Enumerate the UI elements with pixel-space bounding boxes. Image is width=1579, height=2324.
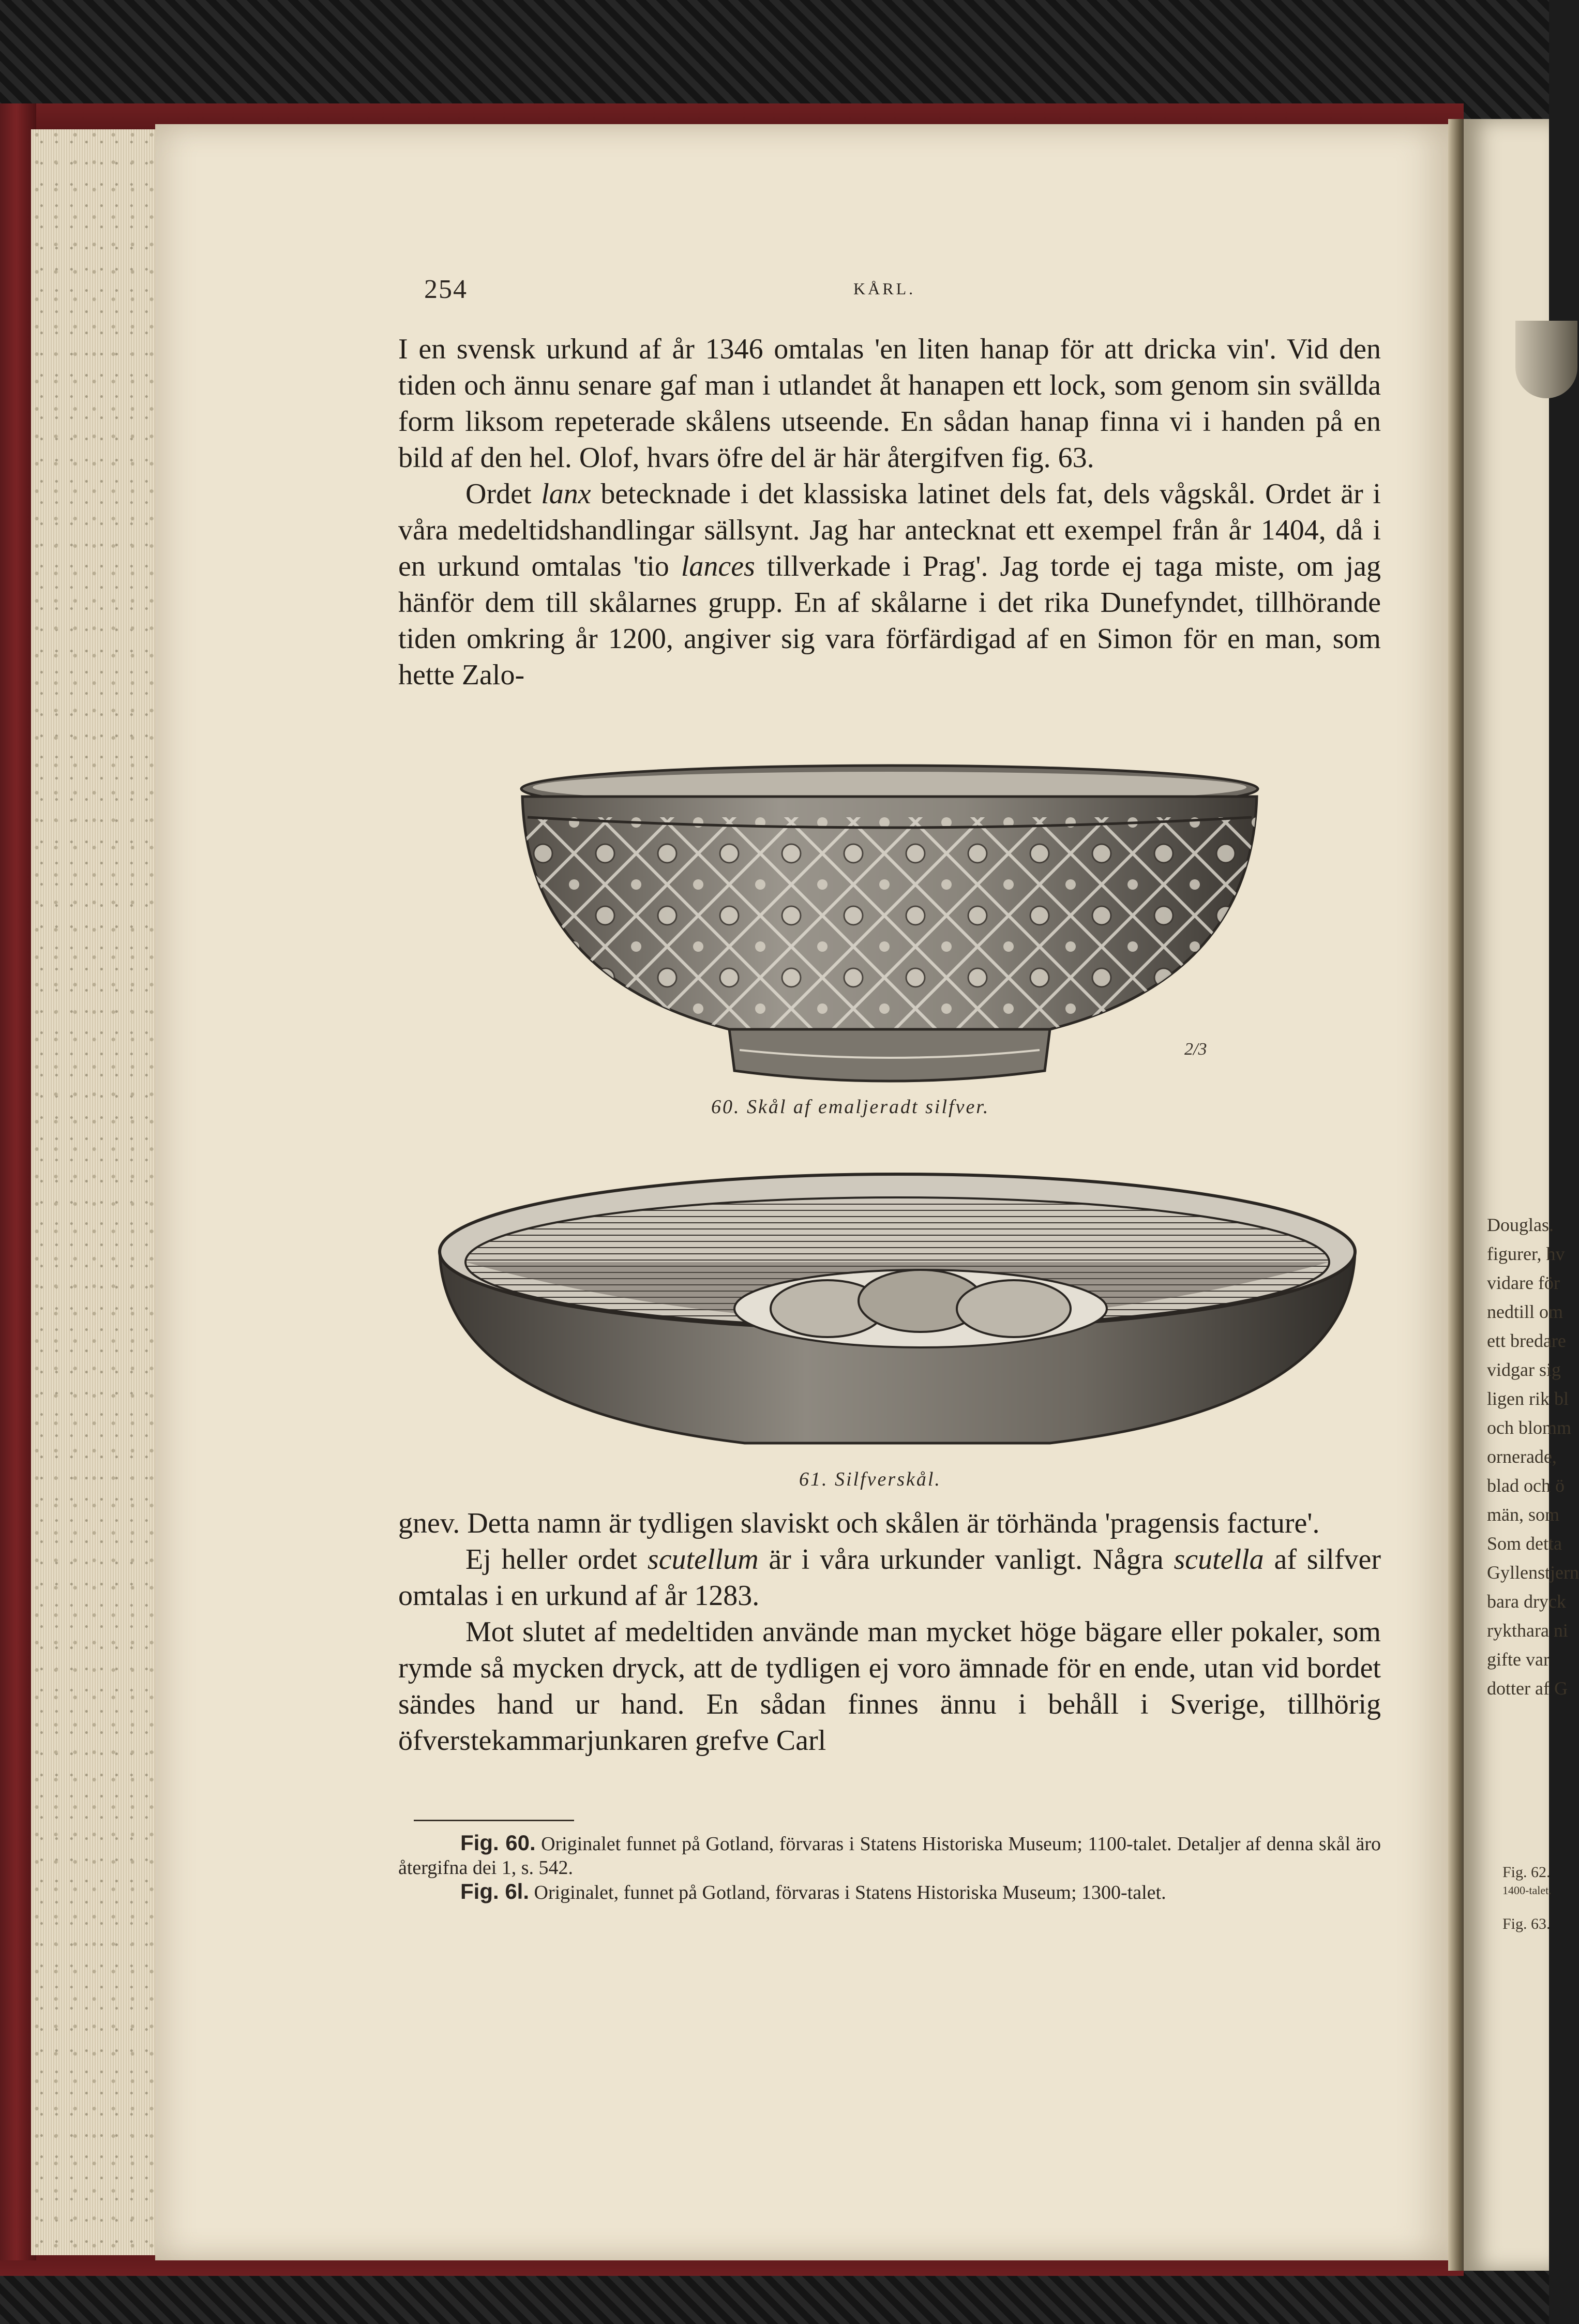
paragraph: Ej heller ordet scutellum är i våra urkunder vanligt. Några scutella af silfver omtalas i en urkund af år 1283.	[398, 1543, 1381, 1612]
figure-60-enamelled-bowl	[512, 760, 1267, 1091]
facing-page-line: vidare för	[1487, 1272, 1560, 1293]
facing-fig63-label: Fig. 63.	[1502, 1915, 1551, 1932]
footnote-fig61: Fig. 6l. Originalet, funnet på Gotland, förvaras i Statens Historiska Museum; 1300-talet.	[460, 1879, 1166, 1903]
page-number: 254	[424, 275, 468, 304]
emphasis: lanx	[541, 478, 591, 510]
emphasis: scutella	[1174, 1543, 1264, 1576]
page-stack-edge	[31, 129, 166, 2255]
facing-page-line: Som detta	[1487, 1533, 1562, 1554]
footnote-fig61-label: Fig. 6l.	[460, 1879, 530, 1903]
facing-page-line: dotter af G	[1487, 1678, 1568, 1699]
figure-60-scale-mark: 2/3	[1184, 1040, 1207, 1059]
figure-60-caption: 60. Skål af emaljeradt silfver.	[711, 1096, 990, 1118]
footnotes	[398, 1831, 1381, 1905]
facing-page-line: rykthara ni	[1487, 1620, 1568, 1641]
facing-page-line: Gyllenstjern	[1487, 1562, 1579, 1583]
facing-page-line: och blomm	[1487, 1417, 1571, 1438]
footnote-rule	[414, 1820, 574, 1821]
facing-page-line: ligen rik bl	[1487, 1388, 1569, 1409]
facing-page-line: nedtill om	[1487, 1301, 1563, 1322]
facing-page	[1464, 119, 1549, 2271]
paragraph: Ordet lanx betecknade i det klassiska latinet dels fat, dels vågskål. Ordet är i våra medeltidshandlingar sällsynt. Jag har antecknat ett exempel från år 1404, då i en urkund omtalas 'tio lances tillverkade i Prag'. Jag torde ej taga miste, om jag hänför dem till skålarnes grupp. En af skålarne i det rika Dunefyndet, tillhörande tiden omkring år 1200, angiver sig vara förfärdigad af en Simon för en man, som hette Zalo-	[398, 478, 1381, 691]
body-text-top	[398, 331, 1381, 693]
facing-page-line: gifte var	[1487, 1649, 1550, 1670]
running-title: KÅRL.	[853, 279, 916, 298]
facing-page-fig-labels	[1502, 1862, 1552, 1935]
facing-page-line: blad och ö	[1487, 1475, 1565, 1496]
facing-page-line: ornerade,	[1487, 1446, 1557, 1467]
facing-fig62-sub: 1400-talet.	[1502, 1884, 1552, 1897]
body-text-bottom	[398, 1505, 1381, 1759]
facing-page-line: män, som	[1487, 1504, 1559, 1525]
paragraph: I en svensk urkund af år 1346 omtalas 'en liten hanap för att dricka vin'. Vid den tiden och ännu senare gaf man i utlandet åt hanapen ett lock, som genom sin svällda form liksom repeterade skålens utseende. En sådan hanap finna vi i handen på en bild af den hel. Olof, hvars öfre del är här återgifven fig. 63.	[398, 333, 1381, 474]
running-head	[424, 274, 1376, 305]
facing-page-line: bara dryck	[1487, 1591, 1566, 1612]
figure-61-silver-bowl	[434, 1164, 1360, 1459]
facing-fig62-label: Fig. 62.	[1502, 1864, 1551, 1881]
paragraph: Mot slutet af medeltiden använde man mycket höge bägare eller pokaler, som rymde så mycken dryck, att de tydligen ej voro ämnade för en ende, utan vid bordet sändes hand ur hand. En sådan finnes ännu i behåll i Sverige, tillhörig öfverstekammarjunkaren grefve Carl	[398, 1616, 1381, 1757]
facing-page-line: figurer, hv	[1487, 1243, 1565, 1264]
footnote-fig60: Fig. 60. Originalet funnet på Gotland, förvaras i Statens Historiska Museum; 1100-talet. Detaljer af denna skål äro återgifna dei 1, s. 542.	[398, 1831, 1381, 1879]
footnote-fig60-label: Fig. 60.	[460, 1831, 536, 1855]
emphasis: lances	[681, 550, 755, 582]
emphasis: scutellum	[647, 1543, 759, 1576]
facing-page-line: Douglas.	[1487, 1215, 1554, 1235]
facing-page-text	[1487, 1210, 1579, 1703]
paragraph: gnev. Detta namn är tydligen slaviskt och skålen är törhända 'pragensis facture'.	[398, 1507, 1320, 1539]
facing-page-line: vidgar sig	[1487, 1359, 1561, 1380]
facing-page-line: ett bredare	[1487, 1330, 1566, 1351]
figure-61-caption: 61. Silfverskål.	[799, 1468, 941, 1490]
facing-page-illustration	[1515, 321, 1577, 398]
